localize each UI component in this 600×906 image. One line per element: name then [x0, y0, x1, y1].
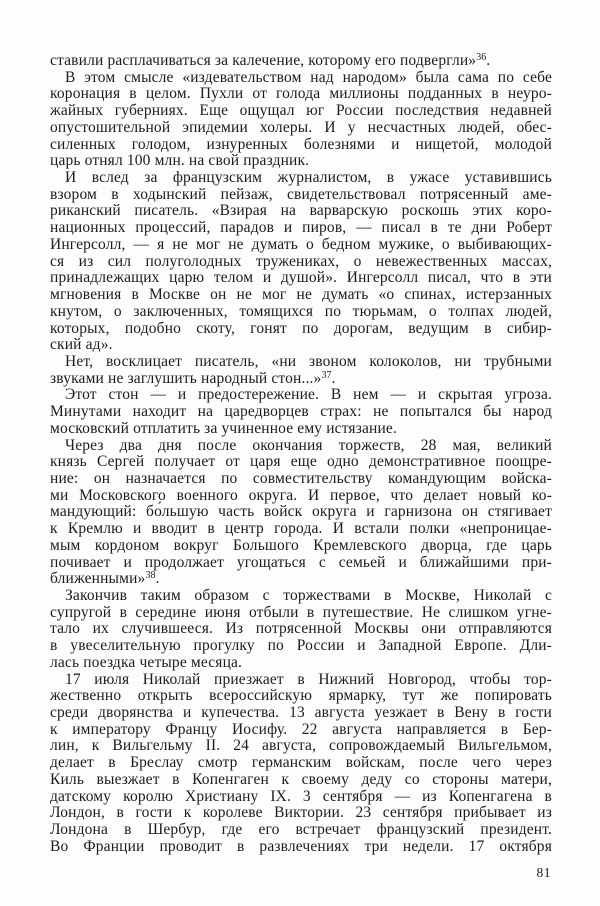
- text-line: взором в ходынский пейзаж, свидетельствовал потрясенный аме-: [50, 185, 552, 203]
- text-line: ние: он назначается по совместительству командующим войска-: [50, 469, 552, 487]
- text-line: мгновения в Москве он не мог не думать «о спинах, истерзанных: [50, 286, 552, 304]
- text-line: жественно открыть всероссийскую ярмарку, тут же попировать: [50, 687, 552, 705]
- text-line: ставили расплачиваться за калечение, которому его подвергли»$^{36}$.: [50, 52, 491, 69]
- footnote-reference: 38: [145, 570, 156, 582]
- text-line: князь Сергей получает от царя еще одно демонстративное поощре-: [50, 453, 552, 471]
- text-line: Киль выезжает в Копенгаген к своему деду со стороны матери,: [50, 770, 552, 788]
- text-line: звуками не заглушить народный стон...»$^{37}$.: [50, 369, 336, 387]
- text-line: в увеселительную прогулку по России и Западной Европе. Дли-: [50, 637, 552, 655]
- text-line: риканский писатель. «Взирая на варварскую роскошь этих коро-: [50, 202, 552, 220]
- text-line: коронация в целом. Пухли от голода миллионы подданных в неуро-: [50, 85, 552, 103]
- text-line: силенных голодом, изнуренных болезнями и нищетой, молодой: [50, 135, 552, 153]
- text-line: принадлежащих царю телом и душой». Ингерсолл писал, что в эти: [50, 269, 552, 287]
- text-line: Во Франции проводит в развлечениях три недели. 17 октября: [50, 837, 552, 855]
- text-line: Лондон, в гости к королеве Виктории. 23 сентября прибывает из: [50, 804, 552, 822]
- text-line: кнутом, о заключенных, томящихся по тюрьмам, о толпах людей,: [50, 302, 552, 320]
- text-line: лин, к Вильгельму II. 24 августа, сопровождаемый Вильгельмом,: [50, 737, 552, 755]
- text-block: [50, 53, 552, 856]
- text-line: Лондона в Шербур, где его встречает французский президент.: [50, 821, 552, 839]
- text-line: Через два дня после окончания торжеств, 28 мая, великий: [65, 436, 552, 454]
- text-line: датскому королю Христиану IX. 3 сентября — из Копенгагена в: [50, 787, 552, 805]
- text-line: В этом смысле «издевательством над народом» была сама по себе: [65, 68, 552, 86]
- text-line: супругой в середине июня отбыли в путешествие. Не слишком угне-: [50, 603, 552, 621]
- text-line: ский ад».: [50, 336, 113, 354]
- text-line: царь отнял 100 млн. на свой праздник.: [50, 152, 310, 170]
- text-line: Нет, восклицает писатель, «ни звоном колоколов, ни трубными: [65, 352, 552, 370]
- text-line: мым кордоном вокруг Большого Кремлевского дворца, где царь: [50, 536, 552, 554]
- text-line: лась поездка четыре месяца.: [50, 653, 243, 671]
- text-line: национных процессий, парадов и пиров, — писал в те дни Роберт: [50, 219, 552, 237]
- text-line: к императору Францу Иосифу. 22 августа направляется в Бер-: [50, 720, 552, 738]
- text-line: делает в Бреслау смотр германским войскам, после чего через: [50, 754, 552, 772]
- footnote-reference: 36: [476, 52, 487, 63]
- text-line: тало их случившееся. Из потрясенной Москвы они отправляются: [50, 620, 552, 638]
- text-line: к Кремлю и вводит в центр города. И встали полки «непроницае-: [50, 520, 552, 538]
- text-line: среди дворянства и купечества. 13 августа уезжает в Вену в гости: [50, 704, 552, 722]
- text-line: ми Московского военного округа. И первое, что делает новый ко-: [50, 486, 552, 504]
- text-line: 17 июля Николай приезжает в Нижний Новгород, чтобы тор-: [65, 670, 552, 688]
- footnote-reference: 37: [321, 369, 332, 381]
- text-line: ся из сил полуголодных тружениках, о невежественных массах,: [50, 252, 552, 270]
- text-line: Минутами находит на царедворцев страх: не попытался бы народ: [50, 403, 552, 421]
- text-line: жайных губерниях. Еще ощущал юг России последствия недавней: [50, 102, 552, 120]
- text-line: И вслед за французским журналистом, в ужасе уставившись: [65, 169, 552, 187]
- text-line: Закончив таким образом с торжествами в Москве, Николай с: [65, 587, 552, 604]
- text-line: ближенными»$^{38}$.: [50, 570, 160, 588]
- text-line: московский отплатить за учиненное ему истязание.: [50, 419, 397, 437]
- text-line: мандующий: бо́льшую часть войск округа и гарнизона он стягивает: [50, 503, 552, 521]
- text-line: почивает и продолжает угощаться с семьей и ближайшими при-: [50, 553, 552, 571]
- text-line: Ингерсолл, — я не мог не думать о бедном мужике, о выбивающих-: [50, 235, 552, 253]
- text-line: которых, подобно скоту, гонят по дорогам, ведущим в сибир-: [50, 319, 552, 337]
- text-line: опустошительной эпидемии холеры. И у несчастных людей, обес-: [50, 118, 552, 136]
- text-line: Этот стон — и предостережение. В нем — и скрытая угроза.: [65, 386, 552, 404]
- page-number: 81: [536, 865, 551, 880]
